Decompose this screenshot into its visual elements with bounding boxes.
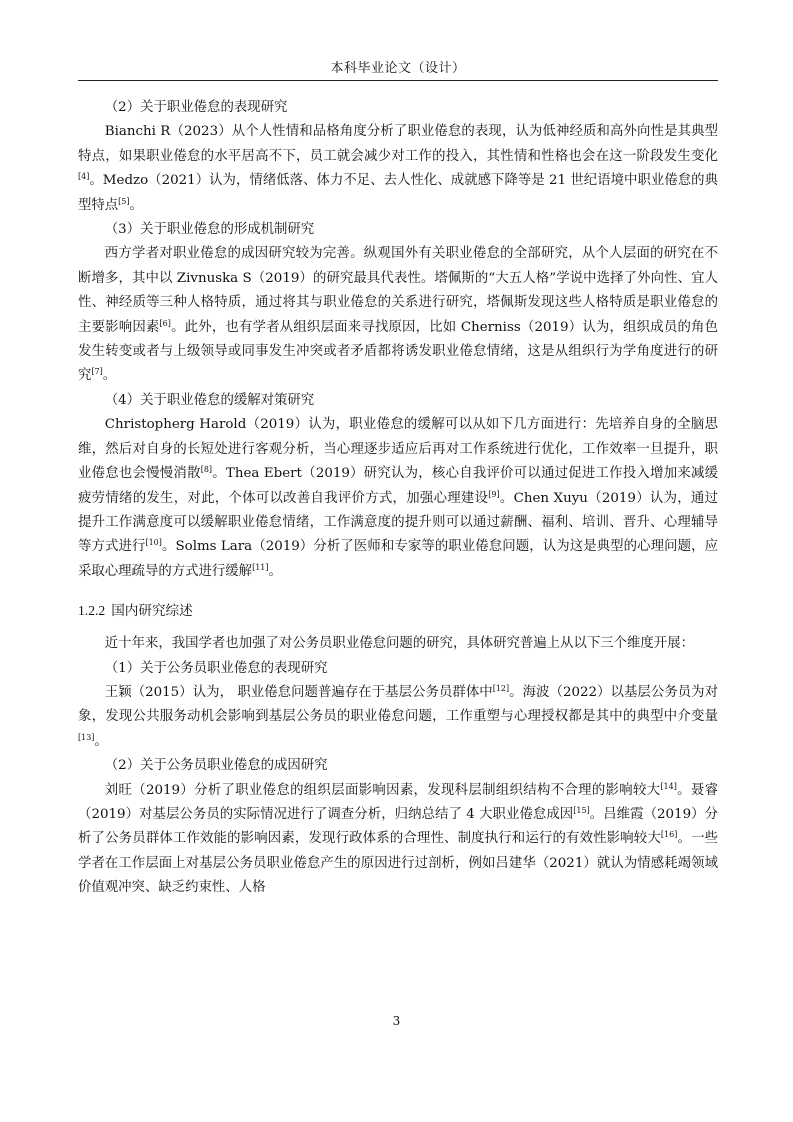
paragraph-text: 。 [102, 368, 117, 384]
body-paragraph [78, 632, 718, 656]
paragraph-text: 。Chen Xuyu（2019）认为，通过提升工作满意度可以缓解职业倦怠情绪，工作满意度的提升则可以通过薪酬、福利、培训、晋升、心理辅导等方式进行 [78, 490, 718, 555]
page-body [78, 96, 718, 901]
paragraph-text: 。 [94, 733, 108, 749]
citation-marker: [14] [660, 781, 677, 791]
page-number: 3 [392, 1014, 401, 1028]
paragraph-text: 。此外，也有学者从组织层面来寻找原因，比如 Cherniss（2019）认为，组织成员的角色发生转变或者与上级领导或同事发生冲突或者矛盾都将诱发职业倦怠情绪，这是从组织行为学角度进行的研究 [78, 319, 719, 384]
paragraph-text: 。海波（2022）以基层公务员为对象，发现公共服务动机会影响到基层公务员的职业倦怠问题，工作重塑与心理授权都是其中的典型中介变量 [78, 684, 718, 725]
running-header: 本科毕业论文（设计） [330, 61, 466, 76]
body-paragraph [78, 242, 718, 388]
citation-marker: [9] [488, 489, 500, 499]
citation-marker: [5] [118, 196, 130, 206]
section-heading [78, 599, 718, 623]
subheading: （3）关于职业倦怠的形成机制研究 [104, 222, 315, 238]
subheading: （4）关于职业倦怠的缓解对策研究 [104, 392, 315, 408]
paragraph-text: 。聂睿（2019）对基层公务员的实际情况进行了调查分析，归纳总结了 4 大职业倦怠成因 [78, 782, 719, 822]
citation-marker: [6] [159, 318, 171, 328]
section-number: 1.2.2 [78, 603, 106, 619]
citation-marker: [11] [252, 562, 269, 572]
citation-marker: [15] [573, 805, 590, 815]
paragraph-text: 。Solms Lara（2019）分析了医师和专家等的职业倦怠问题，认为这是典型的心理问题，应采取心理疏导的方式进行缓解 [78, 539, 718, 579]
subheading: （2）关于职业倦怠的表现研究 [104, 100, 288, 115]
paragraph-text: 近十年来，我国学者也加强了对公务员职业倦怠问题的研究，具体研究普遍上从以下三个维度开展： [104, 636, 694, 652]
citation-marker: [4] [78, 172, 90, 182]
citation-marker: [8] [200, 465, 213, 475]
header-divider [78, 80, 718, 81]
section-title: 国内研究综述 [111, 603, 193, 620]
paragraph-text: 。吕维霞（2019）分析了公务员群体工作效能的影响因素，发现行政体系的合理性、制度执行和运行的有效性影响较大 [78, 806, 719, 847]
citation-marker: [13] [78, 732, 95, 742]
paragraph-text: 。一些学者在工作层面上对基层公务员职业倦怠产生的原因进行过剖析，例如吕建华（2021）就认为情感耗竭领域价值观冲突、缺乏约束性、人格 [78, 831, 719, 896]
citation-marker: [16] [660, 830, 678, 840]
citation-marker: [7] [91, 367, 103, 377]
paragraph-text: Christopherg Harold（2019）认为，职业倦怠的缓解可以从如下几方面进行：先培养自身的全脑思维，然后对自身的长短处进行客观分析，当心理逐步适应后再对工作系统进行优化，工作效率一旦提升，职业倦怠也会慢慢消散 [78, 417, 718, 482]
paragraph-text: 西方学者对职业倦怠的成因研究较为完善。纵观国外有关职业倦怠的全部研究，从个人层面的研究在不断增多，其中以 Zivnuska S（2019）的研究最具代表性。塔佩斯的“大五人格”学说中选择了外向性、宜人性、神经质等三种人格特质，通过将其与职业倦怠的关系进行研究，塔佩斯发现这些人格特质是职业倦怠的主要影响因素 [78, 246, 718, 335]
body-paragraph [78, 779, 718, 901]
citation-marker: [10] [145, 538, 162, 548]
citation-marker: [12] [492, 683, 510, 693]
paragraph-text: 。 [268, 563, 282, 579]
body-paragraph [78, 413, 718, 584]
body-paragraph [78, 681, 718, 754]
paragraph-text: 。 [129, 197, 143, 213]
subheading: （2）关于公务员职业倦怠的成因研究 [104, 758, 328, 774]
paragraph-text: 。Thea Ebert（2019）研究认为，核心自我评价可以通过促进工作投入增加来减缓疲劳情绪的发生，对此，个体可以改善自我评价方式，加强心理建设 [78, 466, 718, 506]
body-paragraph [78, 120, 718, 218]
subheading: （1）关于公务员职业倦怠的表现研究 [104, 660, 328, 676]
paragraph-text: 王颖（2015）认为， 职业倦怠问题普遍存在于基层公务员群体中 [104, 684, 493, 700]
paragraph-text: 。Medzo（2021）认为，情绪低落、体力不足、去人性化、成就感下降等是 21 世纪语境中职业倦怠的典型特点 [78, 173, 718, 213]
paragraph-text: 刘旺（2019）分析了职业倦怠的组织层面影响因素，发现科层制组织结构不合理的影响较大 [104, 782, 661, 798]
paragraph-text: Bianchi R（2023）从个人性情和品格角度分析了职业倦怠的表现，认为低神经质和高外向性是其典型特点，如果职业倦怠的水平居高不下，员工就会减少对工作的投入，其性情和性格也会在这一阶段发生变化 [78, 124, 718, 164]
